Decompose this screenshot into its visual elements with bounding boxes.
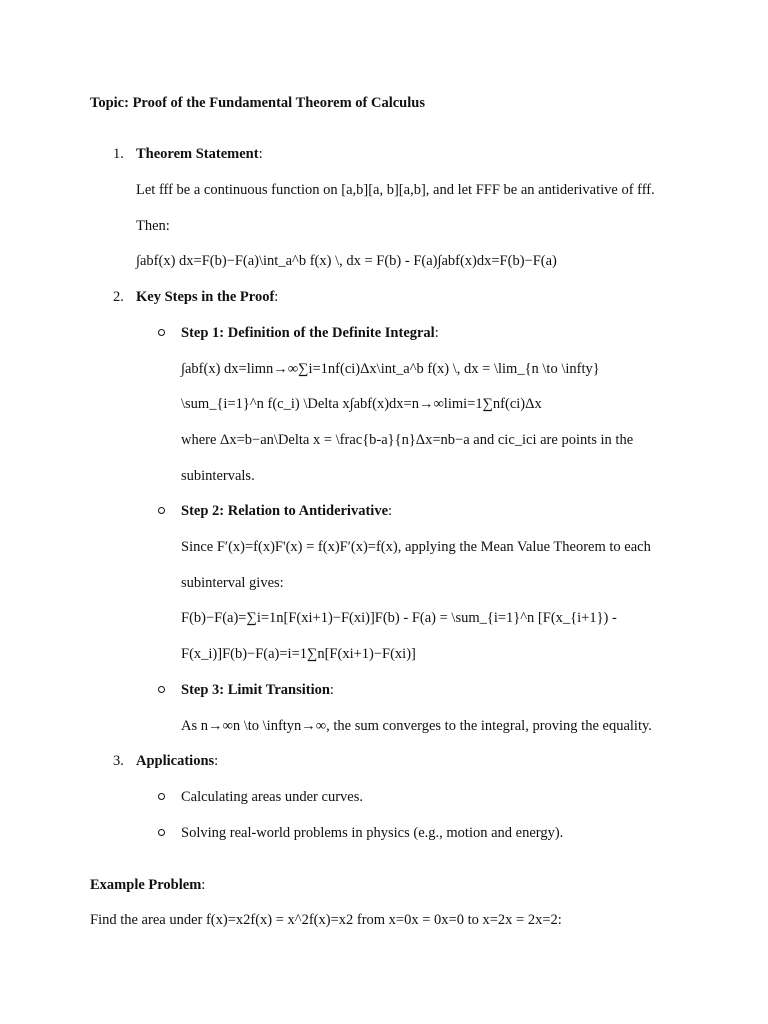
section-1-heading [136, 145, 263, 163]
step-1-line-4: subintervals. [181, 468, 255, 484]
section-1-number: 1. [113, 146, 124, 162]
section-3-heading [136, 752, 218, 770]
example-title: Example Problem [90, 877, 202, 893]
step-1-heading [181, 324, 439, 342]
section-2-heading [136, 288, 278, 306]
section-3-title: Applications [136, 753, 215, 769]
step-1-colon: : [434, 325, 439, 341]
example-line-1: Find the area under f(x)=x2f(x) = x^2f(x)=x2 from x=0x = 0x=0 to x=2x = 2x=2: [90, 912, 562, 928]
step-3-line-1: As n→∞n \to \inftyn→∞, the sum converges to the integral, proving the equality. [181, 718, 652, 734]
step-1-line-2: \sum_{i=1}^n f(c_i) \Delta x∫abf(x)dx=n→∞limi=1∑nf(ci)Δx [181, 396, 542, 412]
step-2-line-1: Since F′(x)=f(x)F'(x) = f(x)F′(x)=f(x), applying the Mean Value Theorem to each [181, 539, 651, 555]
section-1-colon: : [258, 146, 263, 162]
step-1-line-3: where Δx=b−an\Delta x = \frac{b-a}{n}Δx=nb−a and cic_ici are points in the [181, 432, 634, 448]
section-1-title: Theorem Statement [136, 146, 259, 162]
step-3-heading [181, 681, 334, 699]
example-heading [90, 876, 205, 894]
example-colon: : [201, 877, 206, 893]
section-3-number: 3. [113, 753, 124, 769]
section-2-title: Key Steps in the Proof [136, 289, 275, 305]
theorem-formula: ∫abf(x) dx=F(b)−F(a)\int_a^b f(x) \, dx = F(b) - F(a)∫abf(x)dx=F(b)−F(a) [136, 253, 557, 269]
step-3-colon: : [329, 682, 334, 698]
step-3-title: Step 3: Limit Transition [181, 682, 330, 698]
theorem-statement-line-2: Then: [136, 218, 170, 234]
application-2-bullet [158, 829, 165, 836]
application-item-1: Calculating areas under curves. [181, 789, 363, 805]
step-2-heading [181, 502, 392, 520]
step-2-line-3: F(b)−F(a)=∑i=1n[F(xi+1)−F(xi)]F(b) - F(a) = \sum_{i=1}^n [F(x_{i+1}) - [181, 610, 617, 626]
step-1-line-1: ∫abf(x) dx=limn→∞∑i=1nf(ci)Δx\int_a^b f(x) \, dx = \lim_{n \to \infty} [181, 361, 600, 377]
step-2-line-2: subinterval gives: [181, 575, 284, 591]
step-2-colon: : [388, 503, 393, 519]
topic-heading: Topic: Proof of the Fundamental Theorem of Calculus [90, 95, 425, 111]
step-2-bullet [158, 507, 165, 514]
section-2-number: 2. [113, 289, 124, 305]
section-2-colon: : [274, 289, 279, 305]
step-3-bullet [158, 686, 165, 693]
application-item-2: Solving real-world problems in physics (e.g., motion and energy). [181, 825, 564, 841]
section-3-colon: : [214, 753, 219, 769]
step-1-title: Step 1: Definition of the Definite Integral [181, 325, 435, 341]
step-1-bullet [158, 329, 165, 336]
theorem-statement-line-1: Let fff be a continuous function on [a,b][a, b][a,b], and let FFF be an antiderivative of fff. [136, 182, 655, 198]
step-2-line-4: F(x_i)]F(b)−F(a)=i=1∑n[F(xi+1)−F(xi)] [181, 646, 416, 662]
step-2-title: Step 2: Relation to Antiderivative [181, 503, 389, 519]
application-1-bullet [158, 793, 165, 800]
